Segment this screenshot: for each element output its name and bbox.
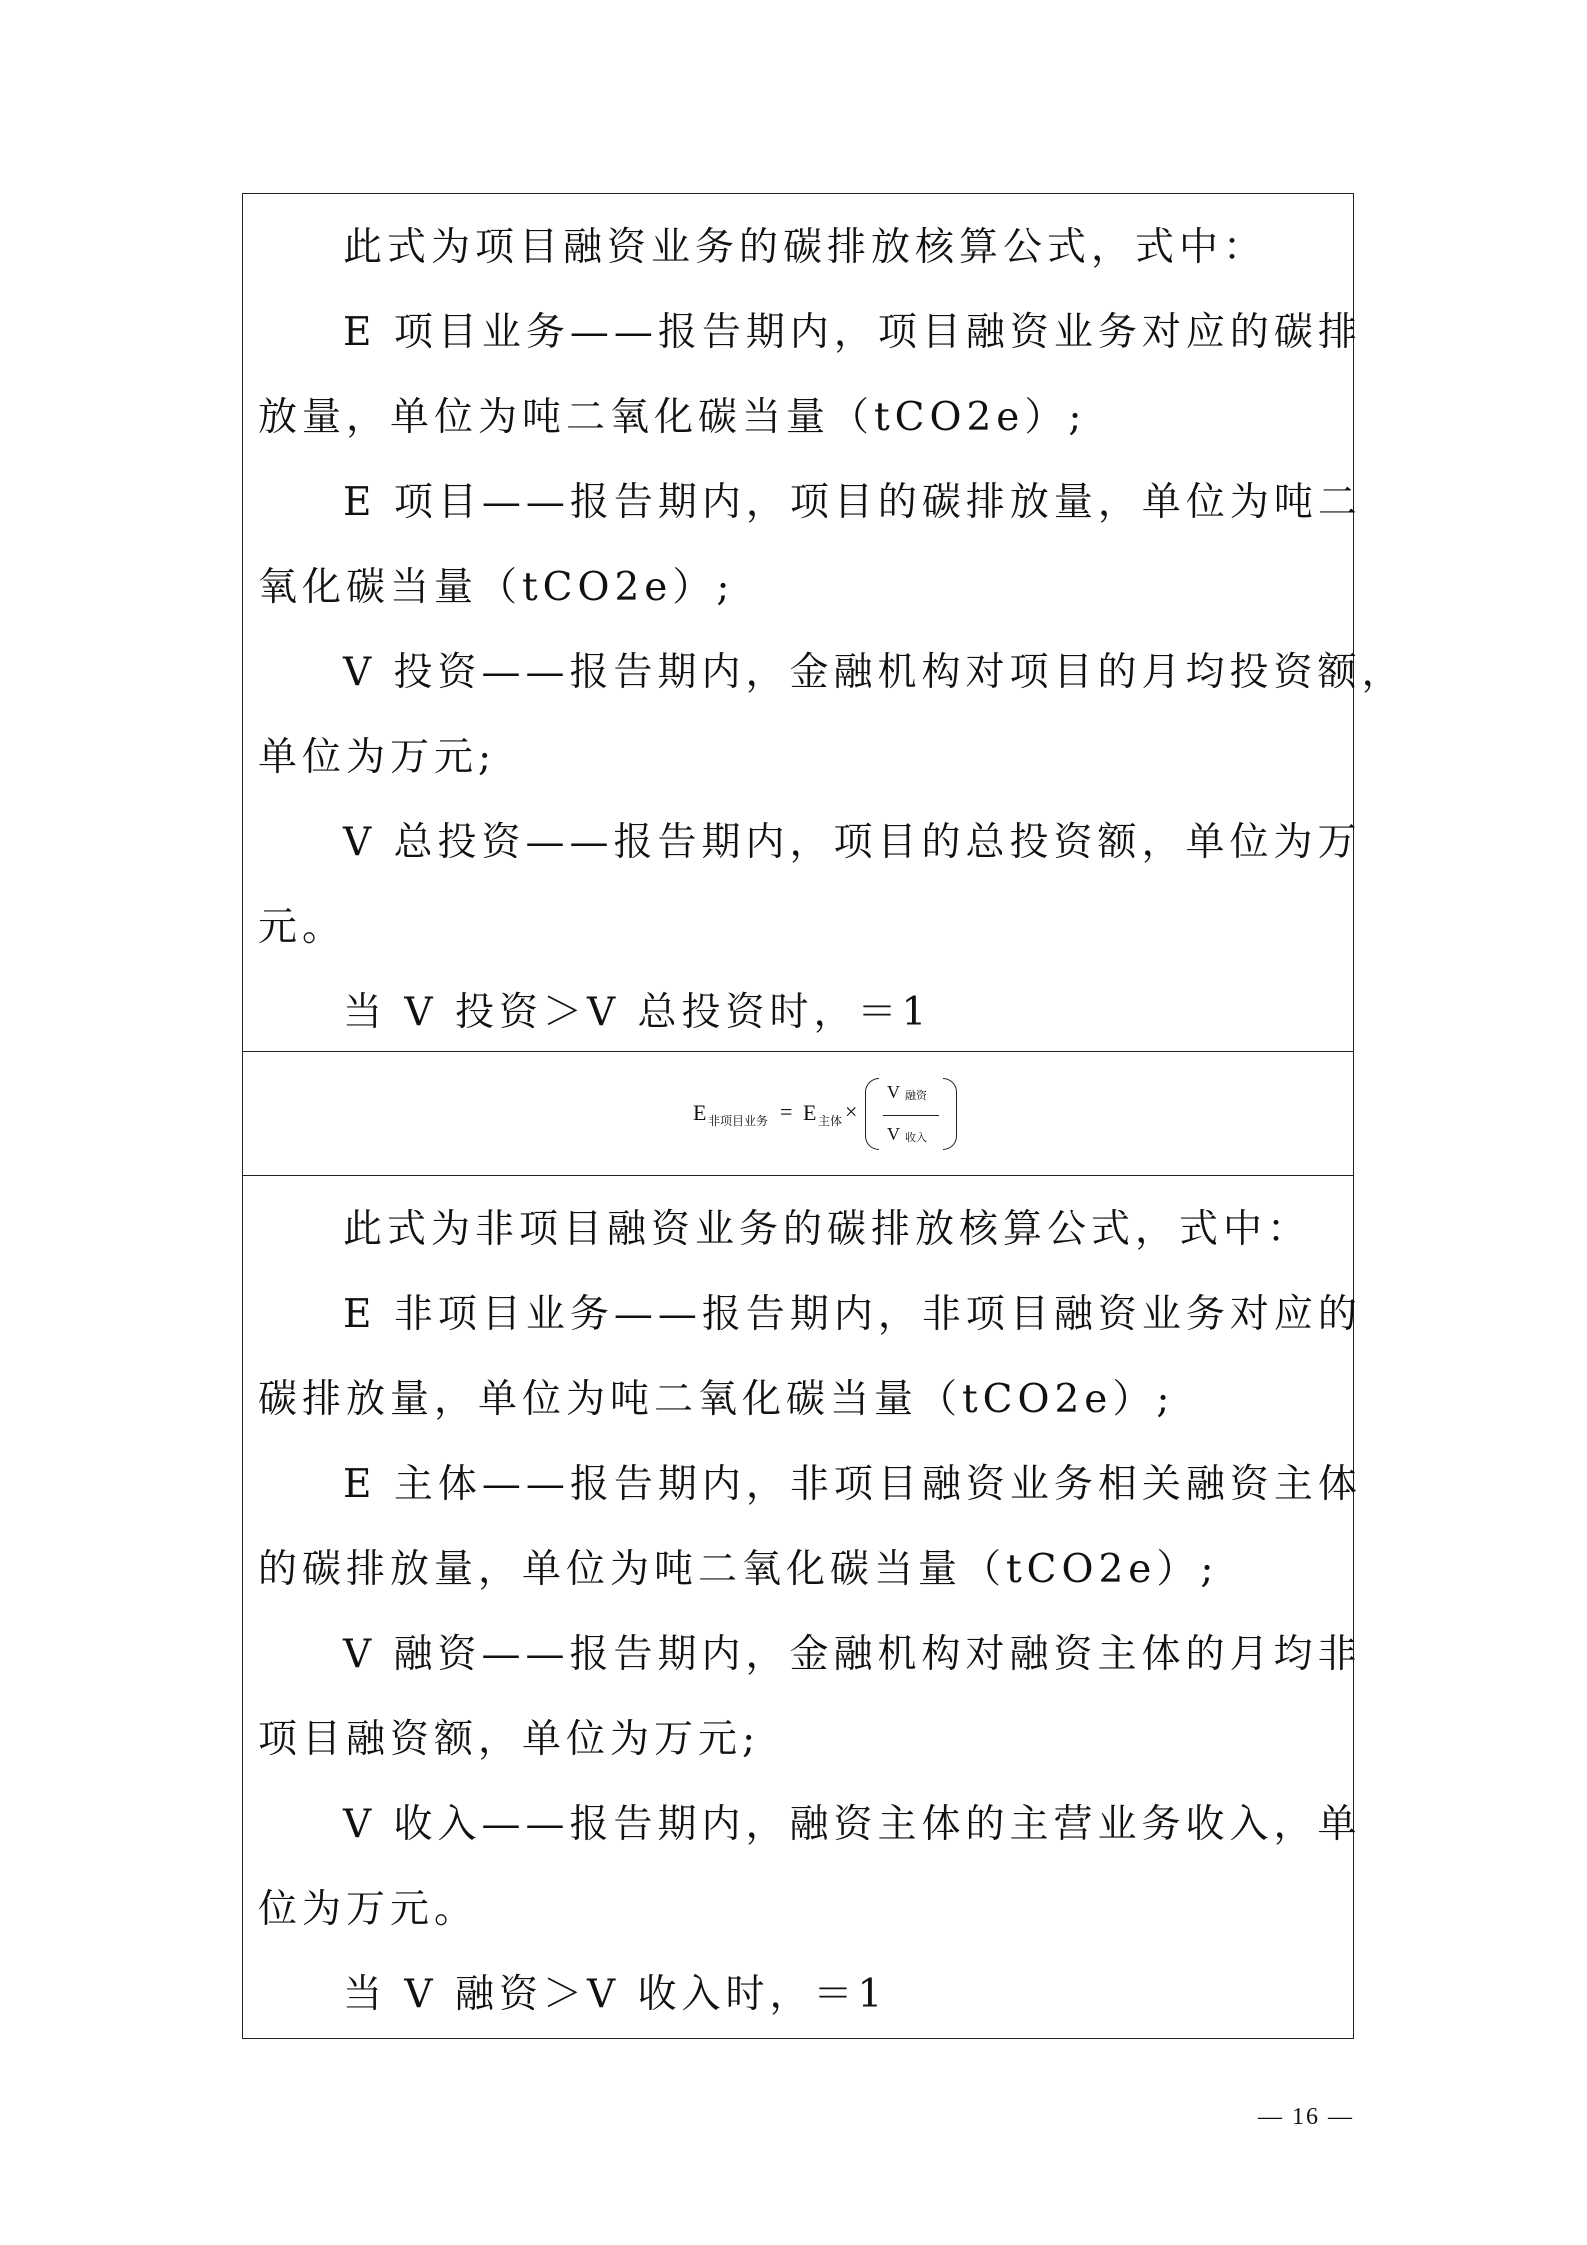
definition-v-financing-cont: 项目融资额，单位为万元;: [258, 1717, 761, 1762]
definition-v-revenue-cont: 位为万元。: [258, 1887, 479, 1932]
fraction-bar: [883, 1115, 939, 1116]
definition-e-nonproject-business: E 非项目业务——报告期内，非项目融资业务对应的: [343, 1292, 1362, 1337]
definition-e-project-business-cont: 放量，单位为吨二氧化碳当量（tCO2e）;: [258, 395, 1087, 440]
formula-times: ×: [845, 1099, 858, 1124]
formula-equals: =: [780, 1099, 793, 1124]
definition-v-total-investment: V 总投资——报告期内，项目的总投资额，单位为万: [343, 820, 1362, 865]
definition-e-project-cont: 氧化碳当量（tCO2e）;: [258, 565, 735, 610]
definition-v-investment: V 投资——报告期内，金融机构对项目的月均投资额，: [343, 650, 1406, 695]
definition-e-nonproject-business-cont: 碳排放量，单位为吨二氧化碳当量（tCO2e）;: [258, 1377, 1175, 1422]
definition-e-project-business: E 项目业务——报告期内，项目融资业务对应的碳排: [343, 310, 1362, 355]
definition-e-entity: E 主体——报告期内，非项目融资业务相关融资主体: [343, 1462, 1362, 1507]
definition-e-project: E 项目——报告期内，项目的碳排放量，单位为吨二: [343, 480, 1362, 525]
definition-v-revenue: V 收入——报告期内，融资主体的主营业务收入，单: [343, 1802, 1362, 1847]
formula-lhs-subscript: 非项目业务: [708, 1114, 769, 1128]
formula-rhs-symbol: E: [803, 1100, 817, 1125]
project-cap-condition: 当 V 投资＞V 总投资时，＝1: [343, 990, 932, 1035]
formula-fraction-group: [865, 1070, 965, 1158]
formula-right-paren: [943, 1078, 957, 1150]
fraction-numerator-symbol: V: [887, 1082, 900, 1102]
definition-v-total-investment-cont: 元。: [258, 905, 347, 950]
nonproject-intro: 此式为非项目融资业务的碳排放核算公式，式中：: [343, 1207, 1312, 1252]
project-financing-cell: [243, 194, 1406, 1052]
definition-v-financing: V 融资——报告期内，金融机构对融资主体的月均非: [343, 1632, 1362, 1677]
formula-rhs-subscript: 主体: [818, 1114, 843, 1128]
fraction-denominator-symbol: V: [887, 1124, 900, 1144]
formula-lhs-symbol: E: [693, 1100, 707, 1125]
nonproject-emission-formula: [693, 1070, 1013, 1158]
nonproject-financing-cell: [243, 1176, 1362, 2038]
formula-left-paren: [865, 1078, 879, 1150]
page-number: — 16 —: [1258, 2104, 1354, 2130]
formula-table: [242, 193, 1406, 2039]
fraction-numerator-subscript: 融资: [905, 1089, 927, 1102]
formula-cell: [243, 1052, 1353, 1176]
project-intro: 此式为项目融资业务的碳排放核算公式，式中：: [343, 225, 1268, 270]
definition-v-investment-cont: 单位为万元;: [258, 735, 497, 780]
fraction-denominator-subscript: 收入: [905, 1131, 927, 1144]
nonproject-cap-condition: 当 V 融资＞V 收入时，＝1: [343, 1972, 888, 2017]
definition-e-entity-cont: 的碳排放量，单位为吨二氧化碳当量（tCO2e）;: [258, 1547, 1219, 1592]
